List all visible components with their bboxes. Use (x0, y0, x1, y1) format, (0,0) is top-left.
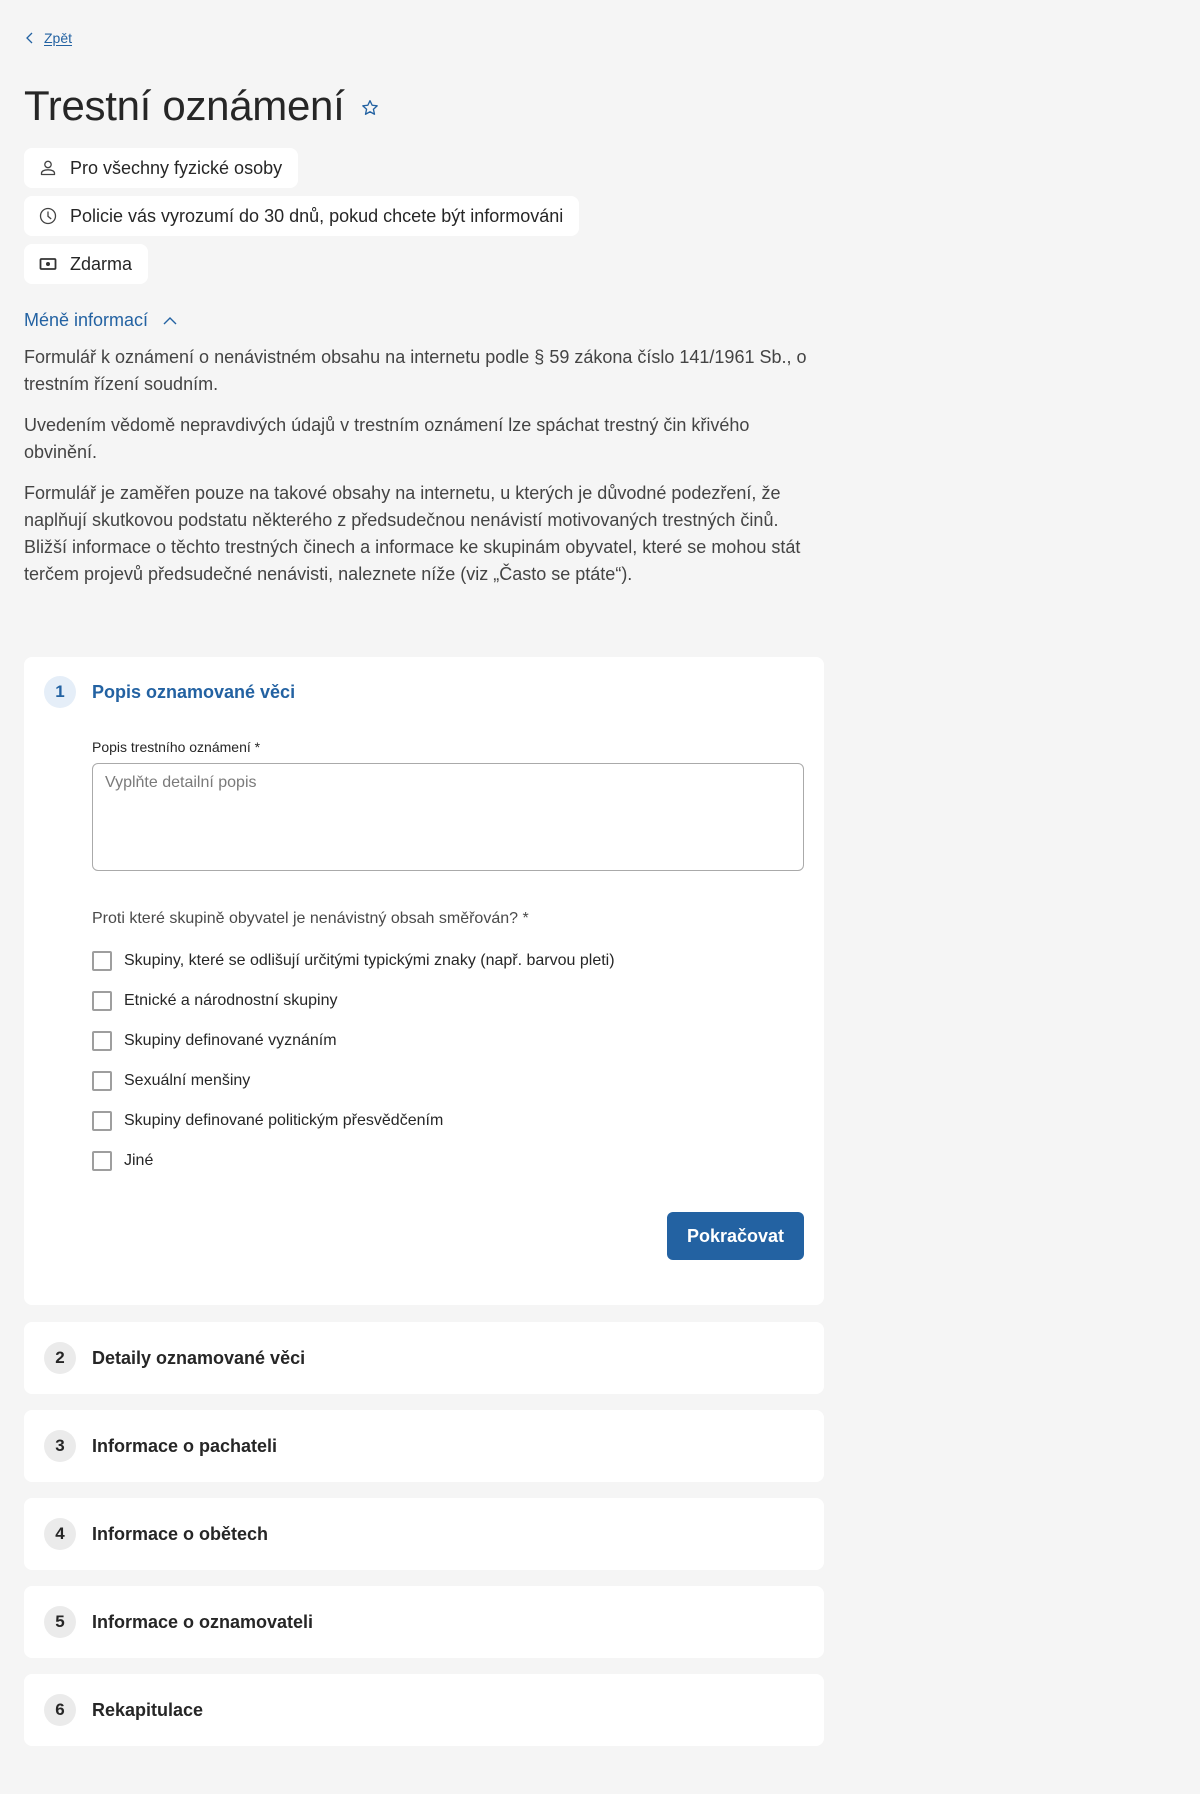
checkbox[interactable] (92, 1151, 112, 1171)
group-question: Proti které skupině obyvatel je nenávistný obsah směřován? * (92, 910, 529, 927)
step-2-card[interactable] (24, 1322, 824, 1394)
pill-response-time-label: Policie vás vyrozumí do 30 dnů, pokud chcete být informováni (70, 205, 564, 226)
pill-price-label: Zdarma (70, 253, 133, 274)
description-paragraph: Formulář je zaměřen pouze na takové obsahy na internetu, u kterých je důvodné podezření, že naplňují skutkovou podstatu některého z předsudečnou nenávistí motivovaných trestných činů. Bližší informace o těchto trestných činech a informace ke skupinám obyvatel, které se mohou stát terčem projevů předsudečné nenávisti, naleznete níže (viz „Často se ptáte“). (24, 483, 801, 584)
step-4-number: 4 (44, 1518, 76, 1550)
title-row (24, 80, 380, 132)
checkbox[interactable] (92, 1111, 112, 1131)
step-4-card[interactable] (24, 1498, 824, 1570)
checkbox[interactable] (92, 1031, 112, 1051)
step-3-card[interactable] (24, 1410, 824, 1482)
checkbox-label: Skupiny definované politickým přesvědčením (124, 1112, 444, 1129)
back-link[interactable] (24, 30, 72, 46)
step-3-number: 3 (44, 1430, 76, 1462)
checkbox-label: Etnické a národnostní skupiny (124, 992, 338, 1009)
page-title: Trestní oznámení (24, 82, 345, 129)
chevron-up-icon (162, 313, 178, 329)
description-paragraph: Uvedením vědomě nepravdivých údajů v trestním oznámení lze spáchat trestný čin křivého obvinění. (24, 415, 750, 462)
money-icon (38, 254, 58, 274)
group-option-other[interactable] (92, 1150, 804, 1172)
checkbox-label: Sexuální menšiny (124, 1072, 251, 1089)
step-1-title: Popis oznamované věci (92, 681, 296, 702)
star-icon[interactable] (360, 98, 380, 118)
group-option-religion[interactable] (92, 1030, 804, 1052)
step-5-number: 5 (44, 1606, 76, 1638)
checkbox-label: Jiné (124, 1152, 154, 1169)
less-info-toggle[interactable] (24, 310, 178, 331)
checkbox[interactable] (92, 1071, 112, 1091)
step-1-actions (24, 1212, 824, 1260)
group-checkbox-list (92, 950, 804, 1172)
group-option-ethnic[interactable] (92, 990, 804, 1012)
step-3-header[interactable] (24, 1410, 824, 1482)
service-info-pills (24, 148, 579, 284)
service-description (24, 344, 824, 602)
step-4-header[interactable] (24, 1498, 824, 1570)
pill-audience (24, 148, 298, 188)
step-6-number: 6 (44, 1694, 76, 1726)
step-4-title: Informace o obětech (92, 1523, 269, 1544)
step-5-header[interactable] (24, 1586, 824, 1658)
continue-button[interactable]: Pokračovat (667, 1212, 804, 1260)
step-2-number: 2 (44, 1342, 76, 1374)
pill-response-time (24, 196, 579, 236)
clock-icon (38, 206, 58, 226)
step-1-header[interactable] (24, 657, 824, 727)
person-icon (38, 158, 58, 178)
step-6-header[interactable] (24, 1674, 824, 1746)
step-5-card[interactable] (24, 1586, 824, 1658)
step-3-title: Informace o pachateli (92, 1435, 278, 1456)
description-paragraph: Formulář k oznámení o nenávistném obsahu na internetu podle § 59 zákona číslo 141/1961 Sb., o trestním řízení soudním. (24, 347, 807, 394)
chevron-left-icon (24, 32, 36, 44)
group-option-visible-traits[interactable] (92, 950, 804, 972)
description-textarea[interactable] (92, 763, 804, 871)
checkbox-label: Skupiny, které se odlišují určitými typickými znaky (např. barvou pleti) (124, 952, 615, 969)
step-2-header[interactable] (24, 1322, 824, 1394)
pill-price (24, 244, 148, 284)
group-option-political[interactable] (92, 1110, 804, 1132)
less-info-label: Méně informací (24, 310, 149, 330)
step-1-form (24, 739, 824, 1172)
step-6-card[interactable] (24, 1674, 824, 1746)
step-1-number: 1 (44, 676, 76, 708)
checkbox[interactable] (92, 951, 112, 971)
back-link-label: Zpět (44, 30, 73, 46)
checkbox-label: Skupiny definované vyznáním (124, 1032, 337, 1049)
group-option-sexual-minorities[interactable] (92, 1070, 804, 1092)
step-1-card (24, 657, 824, 1305)
step-5-title: Informace o oznamovateli (92, 1611, 314, 1632)
description-field-label: Popis trestního oznámení * (92, 739, 261, 755)
checkbox[interactable] (92, 991, 112, 1011)
step-2-title: Detaily oznamované věci (92, 1347, 306, 1368)
pill-audience-label: Pro všechny fyzické osoby (70, 157, 283, 178)
step-6-title: Rekapitulace (92, 1699, 204, 1720)
